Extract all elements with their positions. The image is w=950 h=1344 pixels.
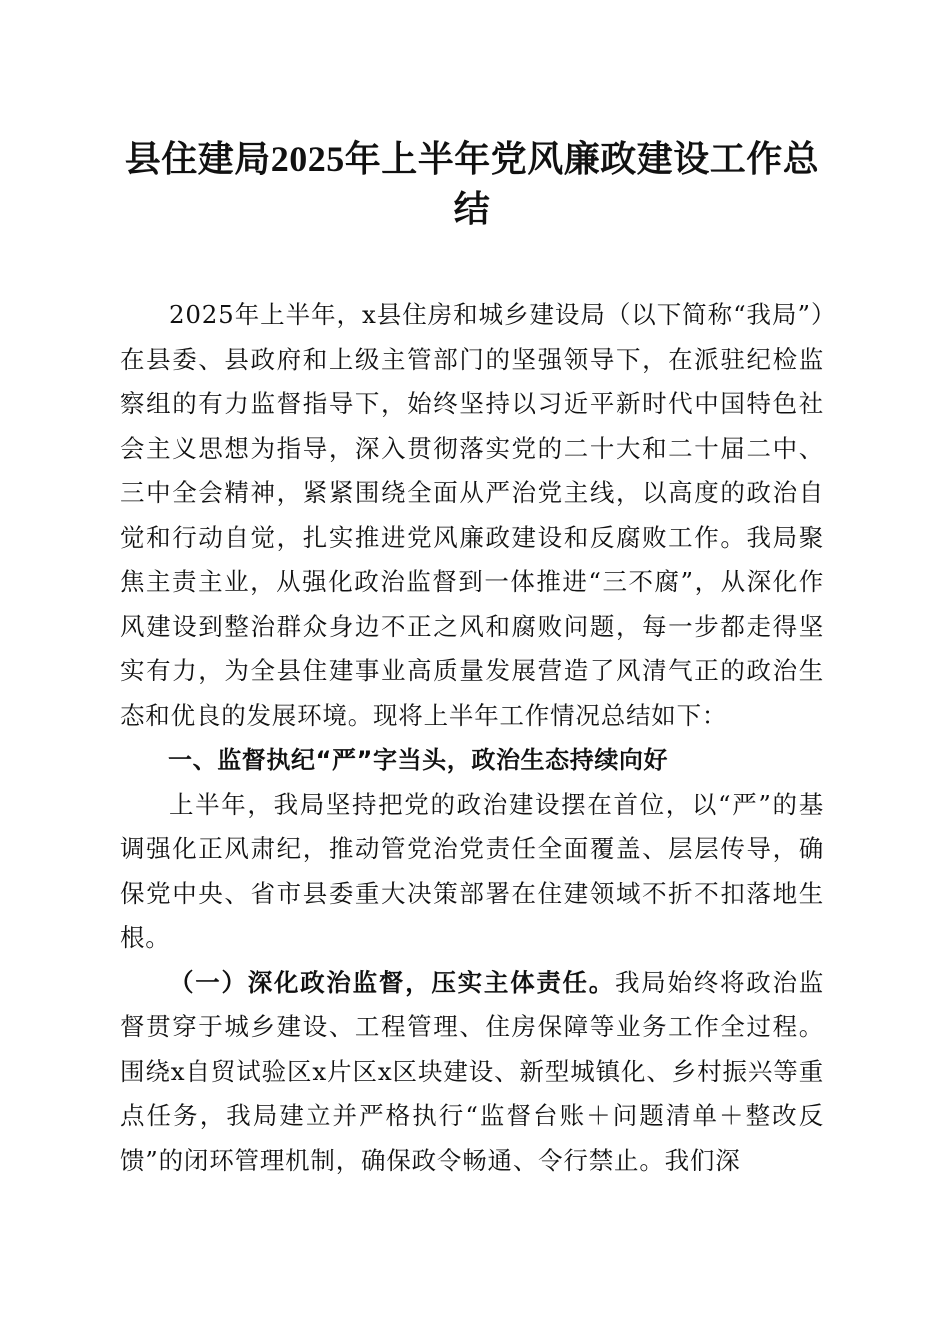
document-body xyxy=(120,293,824,1183)
section-1-paragraph: 上半年，我局坚持把党的政治建设摆在首位，以“严”的基调强化正风肃纪，推动管党治党责任全面覆盖、层层传导，确保党中央、省市县委重大决策部署在住建领域不折不扣落地生根。 xyxy=(120,789,824,952)
subsection-1-text: 我局始终将政治监督贯穿于城乡建设、工程管理、住房保障等业务工作全过程。围绕x自贸试验区x片区x区块建设、新型城镇化、乡村振兴等重点任务，我局建立并严格执行“监督台账＋问题清单＋整改反馈”的闭环管理机制，确保政令畅通、令行禁止。我们深 xyxy=(120,967,824,1175)
intro-paragraph: 2025年上半年，x县住房和城乡建设局（以下简称“我局”）在县委、县政府和上级主管部门的坚强领导下，在派驻纪检监察组的有力监督指导下，始终坚持以习近平新时代中国特色社会主义思想为指导，深入贯彻落实党的二十大和二十届二中、三中全会精神，紧紧围绕全面从严治党主线，以高度的政治自觉和行动自觉，扎实推进党风廉政建设和反腐败工作。我局聚焦主责主业，从强化政治监督到一体推进“三不腐”，从深化作风建设到整治群众身边不正之风和腐败问题，每一步都走得坚实有力，为全县住建事业高质量发展营造了风清气正的政治生态和优良的发展环境。现将上半年工作情况总结如下： xyxy=(120,300,824,730)
section-1-heading: 一、监督执纪“严”字当头，政治生态持续向好 xyxy=(168,746,669,774)
title-line-1: 县住建局2025年上半年党风廉政建设工作总 xyxy=(124,139,820,179)
document-title xyxy=(120,134,824,234)
subsection-1-lead: （一）深化政治监督，压实主体责任。 xyxy=(169,967,616,997)
subsection-1-paragraph xyxy=(120,961,824,1184)
title-line-2: 结 xyxy=(453,189,491,229)
